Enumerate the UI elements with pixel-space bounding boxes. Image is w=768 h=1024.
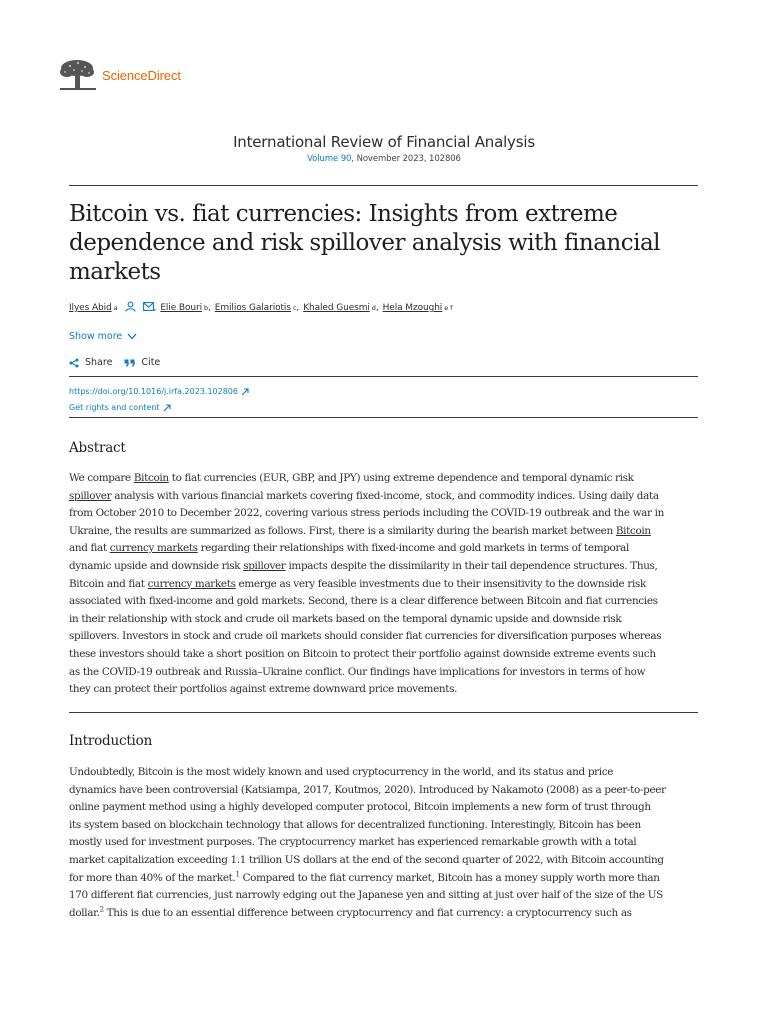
topic-link[interactable]: Bitcoin <box>615 524 651 537</box>
text-line: they can protect their portfolios against extreme downward price movements. <box>69 683 458 696</box>
affiliation-marker[interactable]: c <box>292 304 297 312</box>
text-line: market capitalization exceeding 1.1 trillion US dollars at the end of the second quarter of 2022, with Bitcoin accounting <box>69 853 664 866</box>
show-more-button[interactable] <box>69 331 137 342</box>
text-line: dynamics have been controversial (Katsiampa, 2017, Koutmos, 2020). Introduced by Nakamoto (2008) as a peer-to-peer <box>69 783 666 796</box>
sciencedirect-logo[interactable] <box>58 58 181 92</box>
text-line: these investors should take a short position on Bitcoin to protect their portfolio against downside extreme events such <box>69 647 656 660</box>
affiliation-marker[interactable]: e f <box>444 304 453 312</box>
introduction-heading: Introduction <box>69 733 153 749</box>
author-name[interactable]: Khaled Guesmi <box>303 303 370 313</box>
share-icon <box>69 358 79 368</box>
topic-link[interactable]: spillover <box>243 559 286 572</box>
journal-header <box>0 133 768 164</box>
footnote-marker[interactable]: 1 <box>235 870 240 879</box>
text-line: from October 2010 to December 2022, covering various stress periods including the COVID-19 outbreak and the war in <box>69 507 665 520</box>
author-name[interactable]: Ilyes Abid <box>69 303 112 313</box>
text-line: spillover analysis with various financial markets covering fixed-income, stock, and commodity indices. Using daily data <box>69 489 659 502</box>
text-line: dollar.$^2$ This is due to an essential difference between cryptocurrency and fiat currency: a cryptocurrency such as <box>69 905 632 919</box>
text-line: and fiat currency markets regarding their relationships with fixed-income and gold markets in terms of temporal <box>69 542 629 555</box>
article-title: Bitcoin vs. fiat currencies: Insights from extreme dependence and risk spillover analysis with financial markets <box>69 201 661 285</box>
doi-link[interactable] <box>69 384 249 400</box>
rights-link[interactable] <box>69 400 249 416</box>
external-link-icon <box>163 404 171 412</box>
text-line: in their relationship with stock and crude oil markets based on the temporal dynamic upside and downside risk <box>69 612 622 625</box>
cite-label: Cite <box>141 357 161 368</box>
topic-link[interactable]: currency markets <box>147 577 236 590</box>
author-name[interactable]: Elie Bouri <box>160 303 202 313</box>
topic-link[interactable]: spillover <box>69 489 112 502</box>
external-link-icon <box>241 388 249 396</box>
journal-meta <box>0 154 768 164</box>
author-list: Ilyes Abid a , Elie Bouri b , Emilios Galariotis c , Khaled Guesmi d , Hela Mzoughi e f <box>69 303 453 313</box>
text-line: its system based on blockchain technology that allows for decentralized functioning. Interestingly, Bitcoin has been <box>69 818 641 831</box>
divider <box>69 185 698 186</box>
topic-link[interactable]: currency markets <box>109 542 198 555</box>
divider <box>69 376 698 377</box>
author-name[interactable]: Emilios Galariotis <box>214 303 291 313</box>
text-line: 170 different fiat currencies, just narrowly edging out the Japanese yen and sitting at just over half of the size of the US <box>69 889 663 902</box>
text-line: dynamic upside and downside risk spillover impacts despite the dissimilarity in their tail dependence structures. Thus, <box>69 559 658 572</box>
text-line: online payment method using a highly developed computer protocol, Bitcoin implements a new form of trust through <box>69 801 651 814</box>
volume-link[interactable]: Volume 90 <box>307 154 352 164</box>
chevron-down-icon <box>127 333 137 340</box>
elsevier-tree-icon <box>58 58 98 92</box>
quote-icon <box>124 359 135 367</box>
text-line: mostly used for investment purposes. The cryptocurrency market has experienced remarkable growth with a total <box>69 836 637 849</box>
affiliation-marker[interactable]: a <box>113 304 118 312</box>
topic-link[interactable]: Bitcoin <box>133 472 169 484</box>
affiliation-marker[interactable]: d <box>371 304 376 312</box>
cite-button[interactable] <box>124 357 160 368</box>
article-links <box>69 384 249 416</box>
text-line: Bitcoin and fiat currency markets emerge as very feasible investments due to their insensitivity to the downside risk <box>69 577 646 590</box>
journal-title[interactable]: International Review of Financial Analysis <box>233 133 535 151</box>
text-line: Ukraine, the results are summarized as follows. First, there is a similarity during the bearish market between Bitcoin <box>69 524 651 537</box>
article-tools <box>69 357 172 368</box>
logo-text: ScienceDirect <box>102 67 181 83</box>
introduction-body <box>69 764 701 922</box>
share-button[interactable] <box>69 357 112 368</box>
abstract-heading: Abstract <box>69 440 126 456</box>
text-line: spillovers. Investors in stock and crude oil markets should consider fiat currencies for diversification purposes whereas <box>69 630 662 643</box>
text-line: We compare Bitcoin to fiat currencies (EUR, GBP, and JPY) using extreme dependence and temporal dynamic risk <box>69 472 634 484</box>
rights-text: Get rights and content <box>69 403 160 412</box>
doi-text: https://doi.org/10.1016/j.irfa.2023.102806 <box>69 387 238 396</box>
person-icon[interactable] <box>125 301 136 315</box>
email-icon[interactable] <box>143 302 154 314</box>
divider <box>69 417 698 418</box>
abstract-body <box>69 470 701 699</box>
text-line: Undoubtedly, Bitcoin is the most widely known and used cryptocurrency in the world, and its status and price <box>69 766 614 778</box>
show-more-label: Show more <box>69 331 123 342</box>
author-name[interactable]: Hela Mzoughi <box>382 303 443 313</box>
share-label: Share <box>85 357 113 368</box>
footnote-marker[interactable]: 2 <box>99 905 104 914</box>
text-line: for more than 40% of the market.$^1$ Compared to the fiat currency market, Bitcoin has a money supply worth more than <box>69 870 660 884</box>
divider <box>69 712 698 713</box>
text-line: associated with fixed-income and gold markets. Second, there is a clear difference between Bitcoin and fiat currencies <box>69 595 658 608</box>
issue-info: , November 2023, 102806 <box>351 154 461 164</box>
affiliation-marker[interactable]: b <box>203 304 209 312</box>
text-line: as the COVID-19 outbreak and Russia–Ukraine conflict. Our findings have implications for investors in terms of how <box>69 665 646 678</box>
